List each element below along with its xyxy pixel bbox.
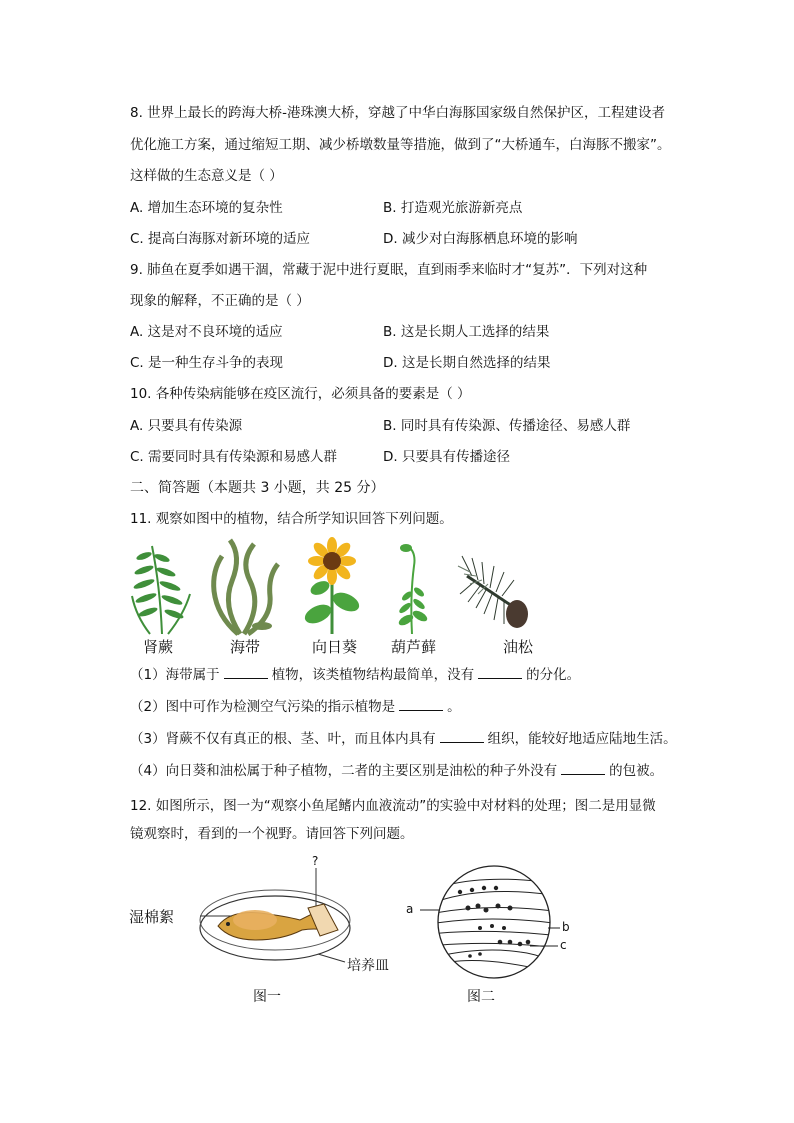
- moss-image: [397, 544, 429, 634]
- plant-label-sunflower: 向日葵: [312, 638, 358, 656]
- q9-line2: 现象的解释，不正确的是（ ）: [130, 293, 310, 309]
- figure2-caption: 图二: [467, 989, 495, 1005]
- q9-line1: 9. 肺鱼在夏季如遇干涸，常藏于泥中进行夏眠，直到雨季来临时才“复苏”．下列对这种: [130, 262, 648, 278]
- q8-line3: 这样做的生态意义是（ ）: [130, 168, 283, 184]
- fern-image: [132, 546, 190, 634]
- answer-blank[interactable]: [440, 729, 484, 743]
- q11-sub1-text-a: （1）海带属于: [130, 667, 220, 683]
- answer-blank[interactable]: [399, 697, 443, 711]
- answer-blank[interactable]: [224, 665, 268, 679]
- q10-option-a: A. 只要具有传染源: [130, 418, 243, 434]
- q8-line1: 8. 世界上最长的跨海大桥-港珠澳大桥，穿越了中华白海豚国家级自然保护区，工程建设者: [130, 105, 666, 121]
- figure2-label-c: c: [560, 938, 567, 952]
- q11-sub4: [130, 761, 663, 781]
- q10-option-b: B. 同时具有传染源、传播途径、易感人群: [383, 418, 631, 434]
- answer-blank[interactable]: [478, 665, 522, 679]
- figure1-diagram: [190, 858, 370, 973]
- pine-image: [458, 556, 528, 628]
- q9-option-c: C. 是一种生存斗争的表现: [130, 355, 284, 371]
- q11-sub4-text-a: （4）向日葵和油松属于种子植物，二者的主要区别是油松的种子外没有: [130, 763, 558, 779]
- q9-option-b: B. 这是长期人工选择的结果: [383, 324, 550, 340]
- figure1-label-cotton: 湿棉絮: [129, 908, 175, 926]
- plant-label-fern: 肾蕨: [143, 638, 174, 656]
- q10-option-c: C. 需要同时具有传染源和易感人群: [130, 449, 338, 465]
- q8-option-c: C. 提高白海豚对新环境的适应: [130, 231, 311, 247]
- plant-label-kelp: 海带: [230, 638, 261, 656]
- q8-option-d: D. 减少对白海豚栖息环境的影响: [383, 231, 578, 247]
- q10-option-d: D. 只要具有传播途径: [383, 449, 510, 465]
- q11-sub2-text-a: （2）图中可作为检测空气污染的指示植物是: [130, 699, 396, 715]
- plant-label-moss: 葫芦藓: [391, 638, 437, 656]
- q8-option-b: B. 打造观光旅游新亮点: [383, 200, 523, 216]
- q9-option-a: A. 这是对不良环境的适应: [130, 324, 283, 340]
- plant-label-pine: 油松: [503, 638, 534, 656]
- q11-sub3-text-b: 组织，能较好地适应陆地生活。: [487, 731, 677, 747]
- q9-option-d: D. 这是长期自然选择的结果: [383, 355, 551, 371]
- q12-line2: 镜观察时，看到的一个视野。请回答下列问题。: [130, 826, 414, 842]
- answer-blank[interactable]: [561, 761, 605, 775]
- figure1-question-mark: ?: [312, 854, 319, 868]
- q10-line1: 10. 各种传染病能够在疫区流行，必须具备的要素是（ ）: [130, 386, 471, 402]
- figure2-diagram: [420, 862, 570, 982]
- q12-line1: 12. 如图所示，图一为“观察小鱼尾鳍内血液流动”的实验中对材料的处理；图二是用显微: [130, 798, 656, 814]
- q8-line2: 优化施工方案，通过缩短工期、减少桥墩数量等措施，做到了“大桥通车，白海豚不搬家”。: [130, 137, 671, 153]
- q11-sub4-text-b: 的包被。: [609, 763, 664, 779]
- kelp-image: [214, 540, 278, 634]
- q11-sub3-text-a: （3）肾蕨不仅有真正的根、茎、叶，而且体内具有: [130, 731, 436, 747]
- q11-sub3: [130, 729, 677, 749]
- sunflower-image: [302, 537, 362, 634]
- figure2-label-b: b: [562, 920, 570, 934]
- section-heading: 二、简答题（本题共 3 小题，共 25 分）: [130, 480, 385, 496]
- q11-sub1-text-c: 的分化。: [526, 667, 581, 683]
- figure2-label-a: a: [406, 902, 414, 916]
- q11-sub1-text-b: 植物，该类植物结构最简单，没有: [271, 667, 475, 683]
- q11-stem: 11. 观察如图中的植物，结合所学知识回答下列问题。: [130, 511, 453, 527]
- figure1-label-dish: 培养皿: [347, 958, 389, 974]
- figure1-caption: 图一: [253, 989, 281, 1005]
- q8-option-a: A. 增加生态环境的复杂性: [130, 200, 283, 216]
- q11-sub2: [130, 697, 461, 717]
- q11-sub1: [130, 665, 580, 685]
- q11-sub2-text-b: 。: [447, 699, 461, 715]
